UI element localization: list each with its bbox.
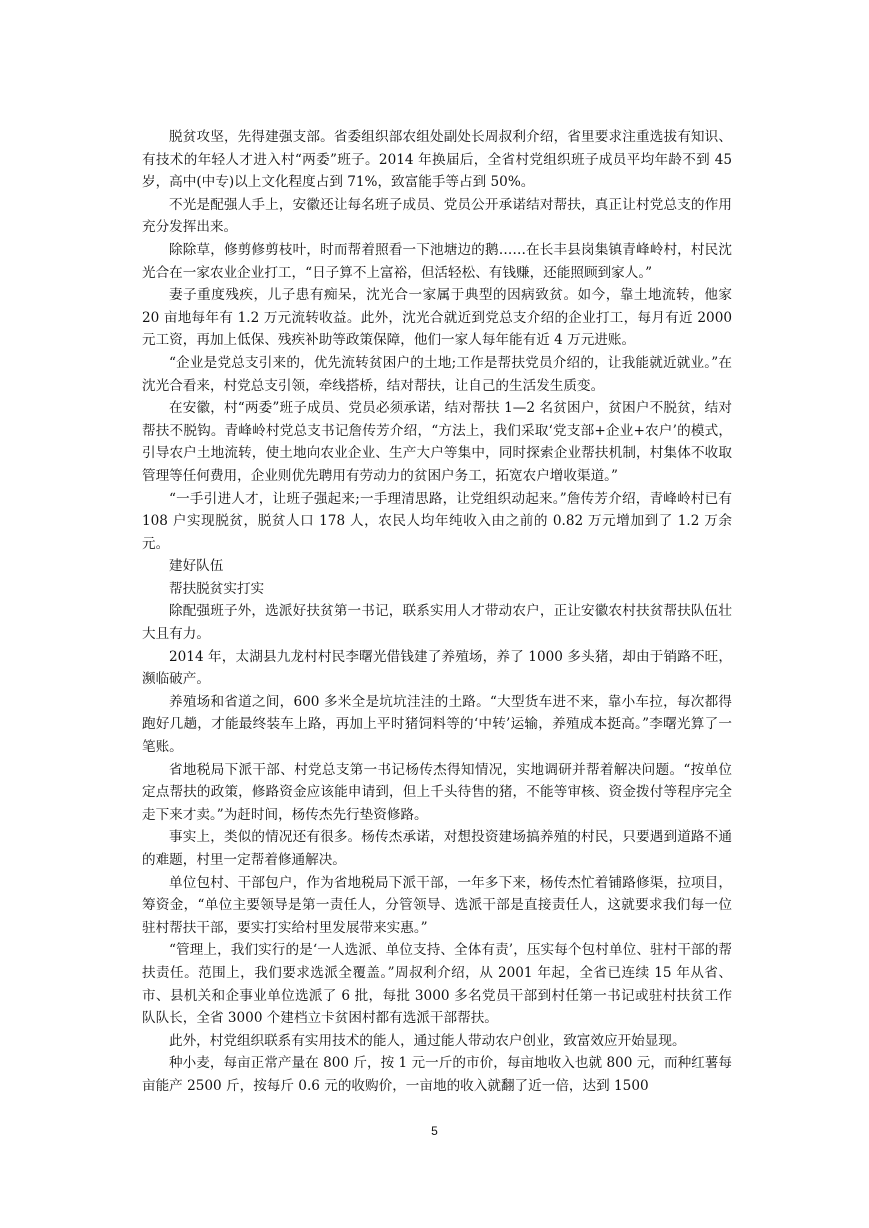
page-number: 5 — [431, 1124, 438, 1138]
paragraph-16: 种小麦，每亩正常产量在 800 斤，按 1 元一斤的市价，每亩地收入也就 800 元，而种红薯每亩能产 2500 斤，按每斤 0.6 元的收购价，一亩地的收入就翻了近一倍，达到 1500 — [142, 1055, 732, 1094]
paragraph-6: 在安徽，村“两委”班子成员、党员必须承诺，结对帮扶 1—2 名贫困户，贫困户不脱贫，结对帮扶不脱钩。青峰岭村党总支书记詹传芳介绍，“方法上，我们采取‘党支部+企业+农户’的模式，引导农户土地流转，使土地向农业企业、生产大户等集中，同时探索企业帮扶机制，村集体不收取管理等任何费用，企业则优先聘用有劳动力的贫困户务工，拓宽农户增收渠道。” — [142, 400, 732, 484]
paragraph-7: “一手引进人才，让班子强起来;一手理清思路，让党组织动起来。”詹传芳介绍，青峰岭村已有 108 户实现脱贫，脱贫人口 178 人，农民人均年纯收入由之前的 0.82 万元增加到了 1.2 万余元。 — [142, 490, 732, 552]
paragraph-15: 此外，村党组织联系有实用技术的能人，通过能人带动农户创业，致富效应开始显现。 — [169, 1032, 686, 1049]
paragraph-8: 除配强班子外，选派好扶贫第一书记，联系实用人才带动农户，正让安徽农村扶贫帮扶队伍壮大且有力。 — [142, 603, 732, 643]
paragraph-9: 2014 年，太湖县九龙村村民李曙光借钱建了养殖场，养了 1000 多头猪，却由于销路不旺，濒临破产。 — [142, 648, 732, 688]
paragraph-4: 妻子重度残疾，儿子患有痴呆，沈光合一家属于典型的因病致贫。如今，靠土地流转，他家 20 亩地每年有 1.2 万元流转收益。此外，沈光合就近到党总支介绍的企业打工，每月有近 2000 元工资，再加上低保、残疾补助等政策保障，他们一家人每年能有近 4 万元进账。 — [142, 287, 732, 349]
article-body — [142, 126, 732, 1098]
section-heading-2: 帮扶脱贫实打实 — [169, 580, 265, 597]
paragraph-11: 省地税局下派干部、村党总支第一书记杨传杰得知情况，实地调研并帮着解决问题。“按单位定点帮扶的政策，修路资金应该能申请到，但上千头待售的猪，不能等审核、资金拨付等程序完全走下来才卖。”为赶时间，杨传杰先行垫资修路。 — [142, 761, 732, 823]
paragraph-14: “管理上，我们实行的是‘一人选派、单位支持、全体有责’，压实每个包村单位、驻村干部的帮扶责任。范围上，我们要求选派全覆盖。”周叔利介绍，从 2001 年起，全省已连续 15 年从省、市、县机关和企事业单位选派了 6 批，每批 3000 多名党员干部到村任第一书记或驻村扶贫工作队队长，全省 3000 个建档立卡贫困村都有选派干部帮扶。 — [142, 942, 732, 1027]
paragraph-1: 脱贫攻坚，先得建强支部。省委组织部农组处副处长周叔利介绍，省里要求注重选拔有知识、有技术的年轻人才进入村“两委”班子。2014 年换届后，全省村党组织班子成员平均年龄不到 45 岁，高中(中专)以上文化程度占到 71%，致富能手等占到 50%。 — [142, 129, 732, 191]
paragraph-13: 单位包村、干部包户，作为省地税局下派干部，一年多下来，杨传杰忙着铺路修渠，拉项目，筹资金，“单位主要领导是第一责任人，分管领导、选派干部是直接责任人，这就要求我们每一位驻村帮扶干部，要实打实给村里发展带来实惠。” — [142, 874, 732, 936]
paragraph-2: 不光是配强人手上，安徽还让每名班子成员、党员公开承诺结对帮扶，真正让村党总支的作用充分发挥出来。 — [142, 196, 732, 236]
section-heading-1: 建好队伍 — [169, 558, 224, 575]
paragraph-12: 事实上，类似的情况还有很多。杨传杰承诺，对想投资建场搞养殖的村民，只要遇到道路不通的难题，村里一定帮着修通解决。 — [142, 829, 732, 868]
paragraph-10: 养殖场和省道之间，600 多米全是坑坑洼洼的土路。“大型货车进不来，靠小车拉，每次都得跑好几趟，才能最终装车上路，再加上平时猪饲料等的‘中转’运输，养殖成本挺高。”李曙光算了一笔账。 — [142, 693, 732, 756]
paragraph-5: “企业是党总支引来的，优先流转贫困户的土地;工作是帮扶党员介绍的，让我能就近就业。”在沈光合看来，村党总支引领，牵线搭桥，结对帮扶，让自己的生活发生质变。 — [142, 354, 732, 394]
paragraph-3: 除除草，修剪修剪枝叶，时而帮着照看一下池塘边的鹅……在长丰县岗集镇青峰岭村，村民沈光合在一家农业企业打工，“日子算不上富裕，但活轻松、有钱赚，还能照顾到家人。” — [142, 241, 732, 281]
